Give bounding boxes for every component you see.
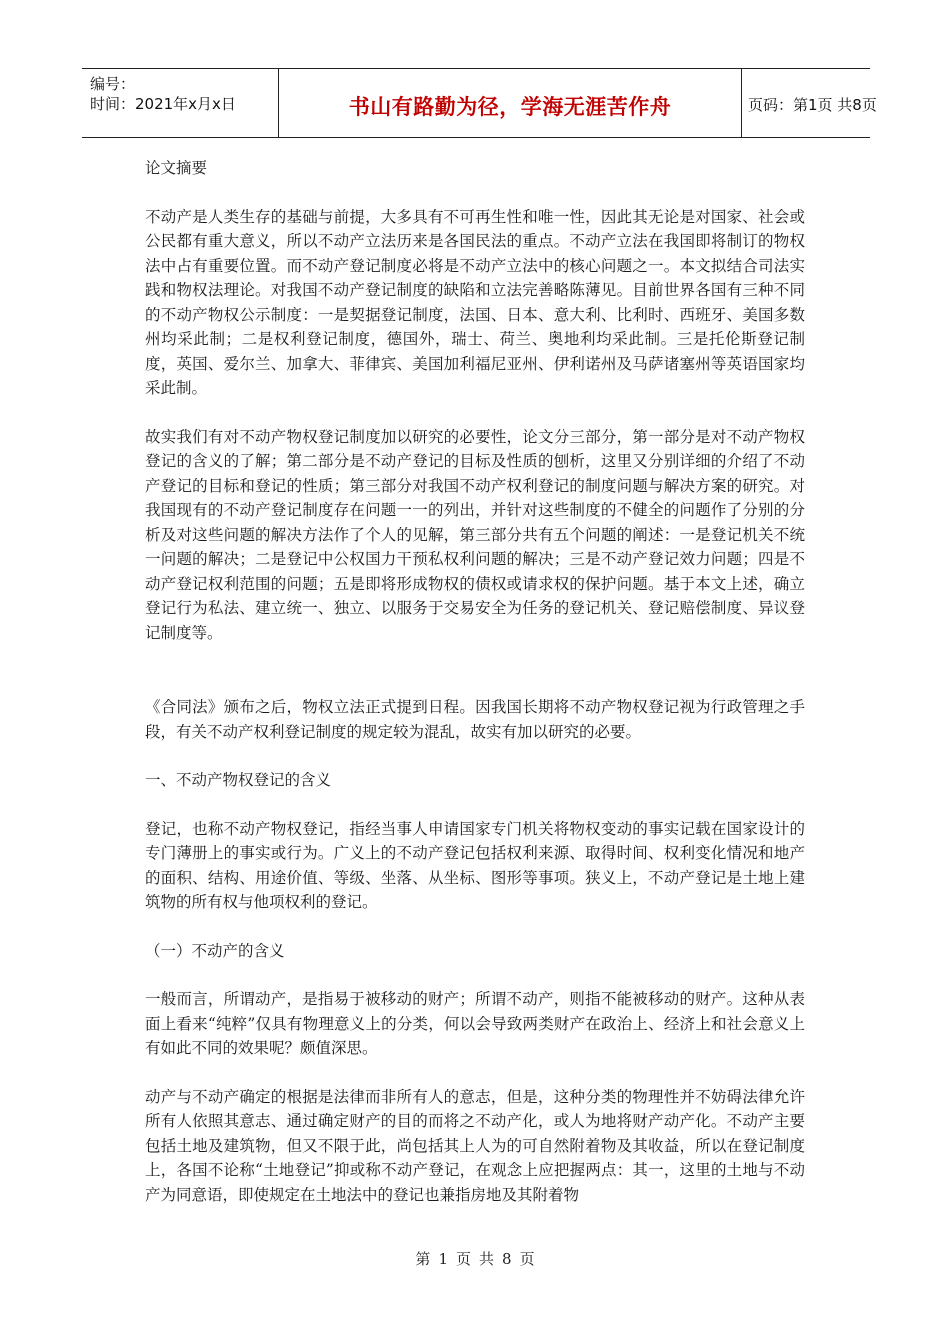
page-footer xyxy=(0,1248,950,1269)
footer-di: 第 xyxy=(415,1250,431,1268)
header-page-label: 页码：第1页 共8页 xyxy=(748,96,877,114)
header-meta-cell xyxy=(82,69,278,137)
section-heading: 一、不动产物权登记的含义 xyxy=(145,771,332,789)
subsection-heading: （一）不动产的含义 xyxy=(145,941,285,960)
header-table xyxy=(82,68,877,138)
paragraph: 《合同法》颁布之后，物权立法正式提到日程。因我国长期将不动产物权登记视为行政管理之手段，有关不动产权利登记制度的规定较为混乱，故实有加以研究的必要。 xyxy=(145,698,805,741)
footer-gong: 共 xyxy=(479,1250,495,1268)
paragraph: 动产与不动产确定的根据是法律而非所有人的意志，但是，这种分类的物理性并不妨碍法律允许所有人依照其意志、通过确定财产的目的而将之不动产化，或人为地将财产动产化。不动产主要包括土地及建筑物，但又不限于此，尚包括其上人为的可自然附着物及其收益，所以在登记制度上，各国不论称“土地登记”抑或称不动产登记，在观念上应把握两点：其一，这里的土地与不动产为同意语，即使规定在土地法中的登记也兼指房地及其附着物 xyxy=(145,1087,805,1204)
paragraph: 不动产是人类生存的基础与前提，大多具有不可再生性和唯一性，因此其无论是对国家、社会或公民都有重大意义，所以不动产立法历来是各国民法的重点。不动产立法在我国即将制订的物权法中占有重要位置。而不动产登记制度必将是不动产立法中的核心问题之一。本文拟结合司法实践和物权法理论。对我国不动产登记制度的缺陷和立法完善略陈薄见。目前世界各国有三种不同的不动产物权公示制度：一是契据登记制度，法国、日本、意大利、比利时、西班牙、美国多数州均采此制；二是权利登记制度，德国外，瑞士、荷兰、奥地利均采此制。三是托伦斯登记制度，英国、爱尔兰、加拿大、菲律宾、美国加利福尼亚州、伊利诺州及马萨诸塞州等英语国家均采此制。 xyxy=(145,207,805,397)
footer-page-number: 1 xyxy=(438,1250,448,1268)
paragraph: 登记，也称不动产物权登记，指经当事人申请国家专门机关将物权变动的事实记载在国家设计的专门薄册上的事实或行为。广义上的不动产登记包括权利来源、取得时间、权利变化情况和地产的面积、结构、用途价值、等级、坐落、从坐标、图形等事项。狭义上，不动产登记是土地上建筑物的所有权与他项权利的登记。 xyxy=(145,819,805,911)
document-number-label: 编号： xyxy=(90,75,136,93)
header-motto: 书山有路勤为径，学海无涯苦作舟 xyxy=(348,95,672,119)
document-body xyxy=(145,156,805,1207)
footer-ye: 页 xyxy=(519,1250,535,1268)
paragraph: 故实我们有对不动产物权登记制度加以研究的必要性，论文分三部分，第一部分是对不动产物权登记的含义的了解；第二部分是不动产登记的目标及性质的刨析，这里又分别详细的介绍了不动产登记的目标和登记的性质；第三部分对我国不动产权利登记的制度问题与解决方案的研究。对我国现有的不动产登记制度存在问题一一的列出，并针对这些制度的不健全的问题作了分别的分析及对这些问题的解决方法作了个人的见解，第三部分共有五个问题的阐述：一是登记机关不统一问题的解决；二是登记中公权国力干预私权利问题的解决；三是不动产登记效力问题；四是不动产登记权利范围的问题；五是即将形成物权的债权或请求权的保护问题。基于本文上述，确立登记行为私法、建立统一、独立、以服务于交易安全为任务的登记机关、登记赔偿制度、异议登记制度等。 xyxy=(145,427,805,642)
footer-total-pages: 8 xyxy=(502,1250,512,1268)
header-page-cell xyxy=(740,69,877,137)
footer-ye: 页 xyxy=(455,1250,471,1268)
section-title: 论文摘要 xyxy=(145,159,208,177)
header-motto-cell xyxy=(278,69,742,137)
document-date-label: 时间：2021年x月x日 xyxy=(90,95,236,113)
paragraph: 一般而言，所谓动产，是指易于被移动的财产；所谓不动产，则指不能被移动的财产。这种从表面上看来“纯粹”仅具有物理意义上的分类，何以会导致两类财产在政治上、经济上和社会意义上有如此不同的效果呢？颇值深思。 xyxy=(145,990,805,1057)
